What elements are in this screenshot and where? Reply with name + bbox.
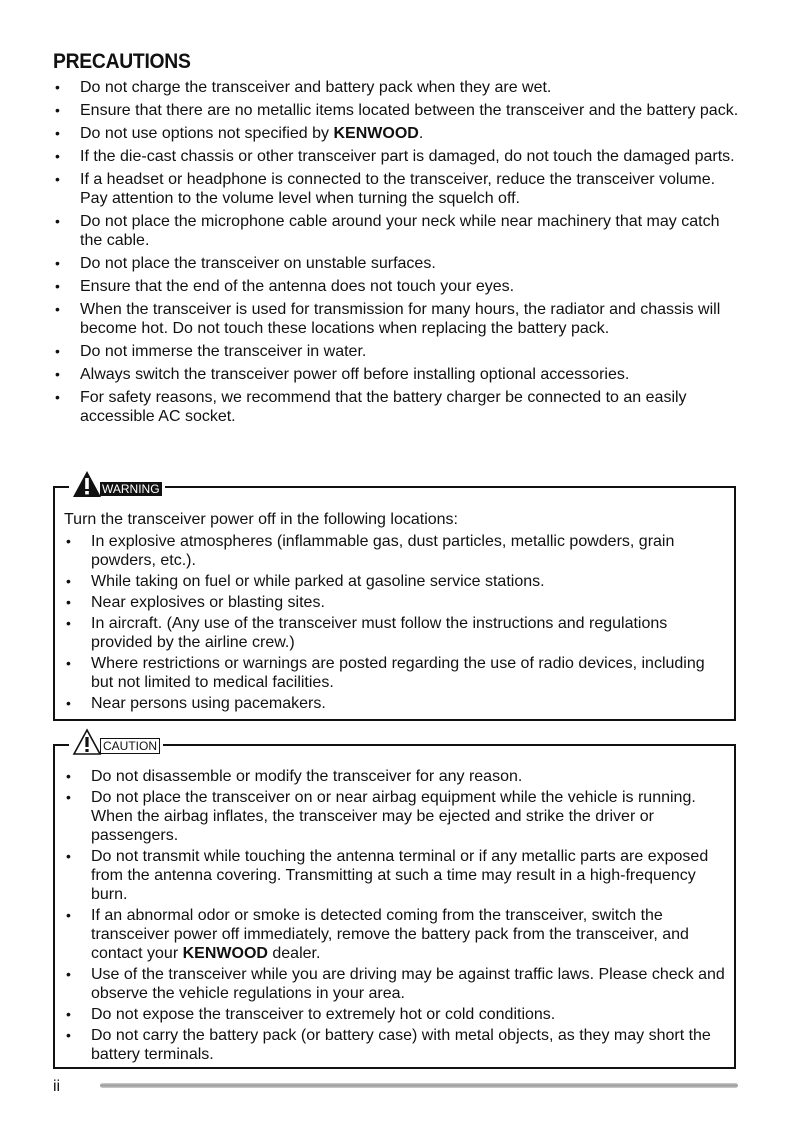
list-item: • When the transceiver is used for transmission for many hours, the radiator and chassis will become hot. Do not touch these locations when replacing the battery pack. — [53, 300, 743, 338]
list-item: • Ensure that the end of the antenna does not touch your eyes. — [53, 277, 743, 296]
list-item: • Do not immerse the transceiver in water. — [53, 342, 743, 361]
caution-label: CAUTION — [100, 738, 160, 754]
list-item: • If the die-cast chassis or other transceiver part is damaged, do not touch the damaged parts. — [53, 147, 743, 166]
list-item: • Do not place the transceiver on unstable surfaces. — [53, 254, 743, 273]
list-item: • Near persons using pacemakers. — [64, 694, 726, 713]
list-item: • Where restrictions or warnings are posted regarding the use of radio devices, including but not limited to medical facilities. — [64, 654, 726, 692]
page-title: PRECAUTIONS — [53, 50, 191, 73]
list-item: • Do not expose the transceiver to extremely hot or cold conditions. — [64, 1005, 726, 1024]
brand-name: KENWOOD — [182, 945, 268, 962]
list-item: • While taking on fuel or while parked at gasoline service stations. — [64, 572, 726, 591]
brand-name: KENWOOD — [333, 125, 419, 142]
list-item: • Use of the transceiver while you are driving may be against traffic laws. Please check and observe the vehicle regulations in your area. — [64, 965, 726, 1003]
list-item: • Do not place the transceiver on or near airbag equipment while the vehicle is running. When the airbag inflates, the transceiver may be ejected and strike the driver or passengers. — [64, 788, 726, 845]
warning-list — [64, 532, 726, 713]
list-item: • Do not disassemble or modify the transceiver for any reason. — [64, 767, 726, 786]
warning-badge — [69, 470, 165, 498]
list-item: • Do not carry the battery pack (or battery case) with metal objects, as they may short the battery terminals. — [64, 1026, 726, 1064]
caution-box — [53, 739, 736, 1069]
list-item: • Near explosives or blasting sites. — [64, 593, 726, 612]
warning-label: WARNING — [102, 482, 160, 496]
list-item: • Do not charge the transceiver and battery pack when they are wet. — [53, 78, 743, 97]
list-item: • Always switch the transceiver power off before installing optional accessories. — [53, 365, 743, 384]
page-number: ii — [53, 1078, 61, 1095]
caution-badge — [69, 728, 163, 756]
list-item: • If a headset or headphone is connected to the transceiver, reduce the transceiver volume. Pay attention to the volume level when turning the squelch off. — [53, 170, 743, 208]
list-item: • If an abnormal odor or smoke is detected coming from the transceiver, switch the transceiver power off immediately, remove the battery pack from the transceiver, and contact your KENWOOD dealer. — [64, 906, 726, 963]
list-item: • Do not transmit while touching the antenna terminal or if any metallic parts are exposed from the antenna covering. Transmitting at such a time may result in a high-frequency burn. — [64, 847, 726, 904]
list-item: • Ensure that there are no metallic items located between the transceiver and the battery pack. — [53, 101, 743, 120]
warning-triangle-icon — [72, 470, 102, 498]
warning-intro: Turn the transceiver power off in the following locations: — [64, 511, 458, 528]
caution-list — [64, 767, 726, 1064]
list-item: • In explosive atmospheres (inflammable gas, dust particles, metallic powders, grain powders, etc.). — [64, 532, 726, 570]
precautions-list — [53, 78, 743, 430]
list-item: • Do not use options not specified by KENWOOD. — [53, 124, 743, 143]
list-item: • Do not place the microphone cable around your neck while near machinery that may catch the cable. — [53, 212, 743, 250]
list-item: • For safety reasons, we recommend that the battery charger be connected to an easily accessible AC socket. — [53, 388, 743, 426]
caution-triangle-icon — [72, 728, 102, 756]
footer-rule — [100, 1083, 738, 1088]
warning-box — [53, 482, 736, 721]
list-item: • In aircraft. (Any use of the transceiver must follow the instructions and regulations provided by the airline crew.) — [64, 614, 726, 652]
